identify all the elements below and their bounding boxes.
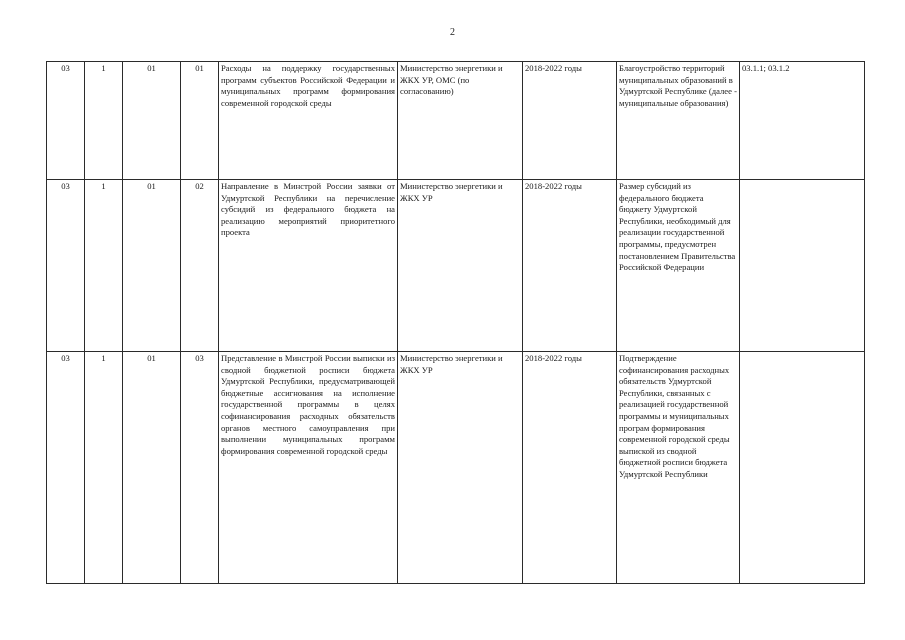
page-number: 2 bbox=[450, 27, 455, 38]
table-row bbox=[47, 180, 865, 352]
indicator-link-cell bbox=[740, 180, 865, 352]
expected-result-cell: Подтверждение софинансирования расходных обязательств Удмуртской Республики, связанных с реализацией государственной программы и муниципальных програм формирования современной городской среды выпиской из сводной бюджетной росписи бюджета Удмуртской Республики bbox=[617, 352, 740, 584]
om-code-cell: 01 bbox=[123, 352, 181, 584]
gp-code-cell: 03 bbox=[47, 180, 85, 352]
pp-code-cell: 1 bbox=[85, 62, 123, 180]
pp-code-cell: 1 bbox=[85, 180, 123, 352]
om-code-cell: 01 bbox=[123, 62, 181, 180]
om-code-cell: 01 bbox=[123, 180, 181, 352]
activities-table bbox=[46, 61, 865, 584]
gp-code-cell: 03 bbox=[47, 62, 85, 180]
period-cell: 2018-2022 годы bbox=[523, 180, 617, 352]
indicator-link-cell bbox=[740, 352, 865, 584]
expected-result-cell: Размер субсидий из федерального бюджета бюджету Удмуртской Республики, необходимый для реализации государственной программы, предусмотрен постановлением Правительства Российской Федерации bbox=[617, 180, 740, 352]
executor-cell: Министерство энергетики и ЖКХ УР bbox=[398, 352, 523, 584]
executor-cell: Министерство энергетики и ЖКХ УР, ОМС (по согласованию) bbox=[398, 62, 523, 180]
pp-code-cell: 1 bbox=[85, 352, 123, 584]
activity-name-cell: Расходы на поддержку государственных программ субъектов Российской Федерации и муниципальных программ формирования современной городской среды bbox=[219, 62, 398, 180]
m-code-cell: 03 bbox=[181, 352, 219, 584]
activity-name-cell: Представление в Минстрой России выписки из сводной бюджетной росписи бюджета Удмуртской Республики, предусматривающей бюджетные ассигнования на исполнение государственной программы в целях софинансирования расходных обязательств органов местного самоуправления при выполнении муниципальных программ формирования современной городской среды bbox=[219, 352, 398, 584]
period-cell: 2018-2022 годы bbox=[523, 352, 617, 584]
gp-code-cell: 03 bbox=[47, 352, 85, 584]
indicator-link-cell: 03.1.1; 03.1.2 bbox=[740, 62, 865, 180]
m-code-cell: 02 bbox=[181, 180, 219, 352]
table-row bbox=[47, 352, 865, 584]
period-cell: 2018-2022 годы bbox=[523, 62, 617, 180]
executor-cell: Министерство энергетики и ЖКХ УР bbox=[398, 180, 523, 352]
m-code-cell: 01 bbox=[181, 62, 219, 180]
expected-result-cell: Благоустройство территорий муниципальных образований в Удмуртской Республике (далее - муниципальные образования) bbox=[617, 62, 740, 180]
table-row bbox=[47, 62, 865, 180]
activity-name-cell: Направление в Минстрой России заявки от Удмуртской Республики на перечисление субсидий из федерального бюджета на реализацию мероприятий приоритетного проекта bbox=[219, 180, 398, 352]
